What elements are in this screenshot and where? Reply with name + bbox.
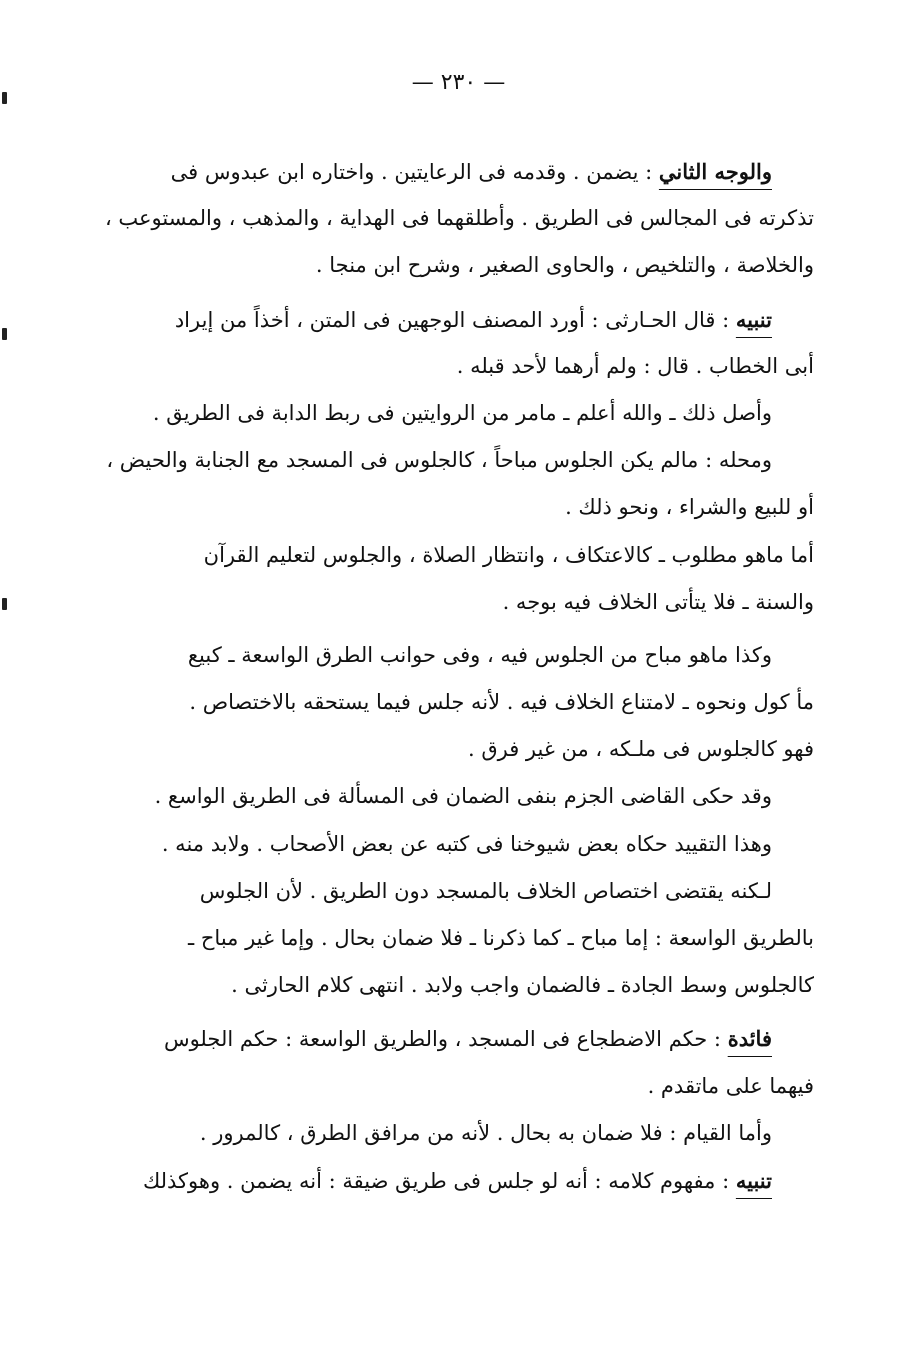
line-text: : حكم الاضطجاع فى المسجد ، والطريق الواسعة : حكم الجلوس — [163, 1027, 721, 1052]
line-text: وأصل ذلك ـ والله أعلم ـ مامر من الروايتين فى ربط الدابة فى الطريق . — [152, 400, 772, 425]
line-text: : قال الحـارثى : أورد المصنف الوجهين فى المتن ، أخذاً من إيراد — [174, 307, 730, 332]
text-line — [96, 390, 814, 437]
section-term: تنبيه — [735, 306, 772, 332]
text-line — [96, 962, 814, 1009]
line-text: تذكرته فى المجالس فى الطريق . وأطلقهما فى الهداية ، والمذهب ، والمستوعب ، — [104, 206, 814, 231]
text-line — [96, 343, 814, 390]
line-text: ومحله : مالم يكن الجلوس مباحاً ، كالجلوس فى المسجد مع الجنابة والحيض ، — [106, 448, 772, 473]
line-text: أبى الخطاب . قال : ولم أرهما لأحد قبله . — [456, 353, 814, 378]
text-line — [96, 821, 814, 868]
text-line — [96, 148, 814, 195]
text-line — [96, 242, 814, 289]
scan-edge-mark — [2, 598, 7, 610]
line-text: أما ماهو مطلوب ـ كالاعتكاف ، وانتظار الصلاة ، والجلوس لتعليم القرآن — [203, 542, 814, 567]
text-line — [96, 1110, 814, 1157]
text-line — [96, 1015, 814, 1062]
line-text: وهذا التقييد حكاه بعض شيوخنا فى كتبه عن بعض الأصحاب . ولابد منه . — [161, 831, 772, 856]
section-term: والوجه الثاني — [658, 159, 772, 184]
line-text: أو للبيع والشراء ، ونحو ذلك . — [565, 495, 814, 520]
line-text: مأ كول ونحوه ـ لامتناع الخلاف فيه . لأنه جلس فيما يستحقه بالاختصاص . — [189, 690, 814, 715]
line-text: فيهما على ماتقدم . — [647, 1073, 814, 1098]
line-text: بالطريق الواسعة : إما مباح ـ كما ذكرنا ـ فلا ضمان بحال . وإما غير مباح ـ — [188, 926, 814, 950]
section-term: فائدة — [727, 1026, 772, 1052]
text-line — [96, 437, 814, 484]
text-line — [96, 579, 814, 626]
text-line — [96, 296, 814, 343]
line-text: وقد حكى القاضى الجزم بنفى الضمان فى المسألة فى الطريق الواسع . — [154, 784, 772, 809]
text-line — [96, 532, 814, 579]
text-line — [96, 195, 814, 242]
text-line — [96, 773, 814, 820]
line-text: : يضمن . وقدمه فى الرعايتين . واختاره ابن عبدوس فى — [170, 160, 653, 184]
text-line — [96, 484, 814, 531]
text-line — [96, 632, 814, 679]
text-line — [96, 726, 814, 773]
line-text: كالجلوس وسط الجادة ـ فالضمان واجب ولابد . انتهى كلام الحارثى . — [231, 973, 814, 998]
section-term: تنبيه — [735, 1167, 772, 1193]
line-text: لـكنه يقتضى اختصاص الخلاف بالمسجد دون الطريق . لأن الجلوس — [199, 878, 772, 903]
line-text: فهو كالجلوس فى ملـكه ، من غير فرق . — [467, 737, 814, 762]
text-line — [96, 868, 814, 915]
text-line — [96, 915, 814, 962]
scan-edge-mark — [2, 328, 7, 340]
line-text: وأما القيام : فلا ضمان به بحال . لأنه من مرافق الطرق ، كالمرور . — [199, 1120, 772, 1145]
text-line — [96, 679, 814, 726]
page-number: — ٢٣٠ — — [411, 70, 506, 95]
body-text — [96, 148, 814, 1204]
line-text: والسنة ـ فلا يتأتى الخلاف فيه بوجه . — [502, 589, 814, 614]
text-line — [96, 1063, 814, 1110]
line-text: والخلاصة ، والتلخيص ، والحاوى الصغير ، وشرح ابن منجا . — [315, 253, 814, 278]
line-text: : مفهوم كلامه : أنه لو جلس فى طريق ضيقة : أنه يضمن . وهوكذلك — [142, 1168, 730, 1193]
text-line — [96, 1157, 814, 1204]
line-text: وكذا ماهو مباح من الجلوس فيه ، وفى حوانب الطرق الواسعة ـ كبيع — [187, 642, 772, 667]
